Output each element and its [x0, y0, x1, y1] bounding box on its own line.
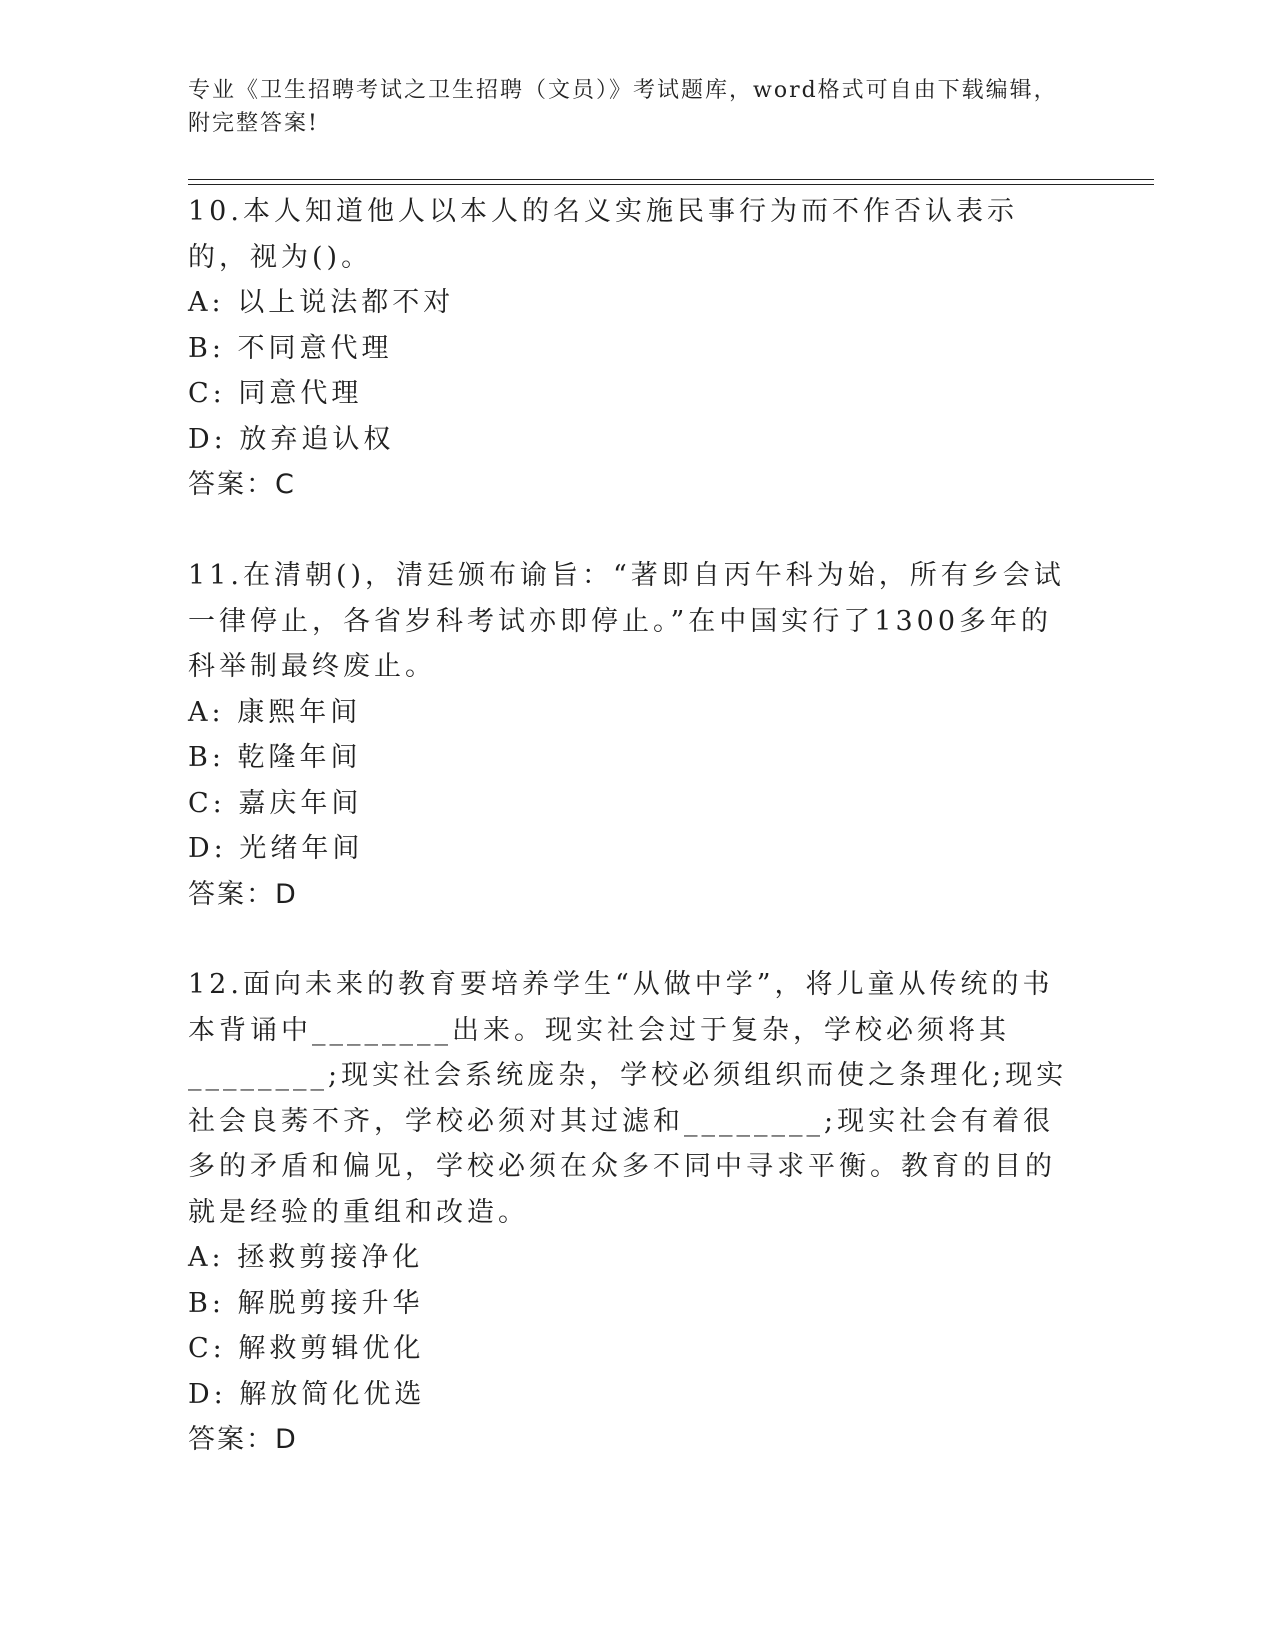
answer-line: 答案：D [188, 878, 298, 910]
option-letter: B: [188, 332, 225, 364]
option-letter: C: [188, 1333, 226, 1364]
option-text: 嘉庆年间 [238, 787, 363, 819]
header-divider-top [188, 179, 1154, 180]
option-letter: A: [188, 1242, 225, 1273]
option-letter: B: [188, 742, 225, 773]
option-text: 光绪年间 [239, 833, 364, 864]
option-text: 同意代理 [238, 378, 363, 409]
option-b [188, 326, 1078, 372]
question-stem: 11.在清朝()，清廷颁布谕旨：“著即自丙午科为始，所有乡会试一律停止，各省岁科考试亦即停止。”在中国实行了1300多年的科举制最终废止。 [188, 560, 1065, 682]
option-text: 放弃追认权 [239, 423, 395, 455]
option-text: 乾隆年间 [237, 742, 362, 773]
option-text: 康熙年间 [237, 696, 362, 728]
option-text: 解脱剪接升华 [237, 1287, 424, 1319]
option-text: 以上说法都不对 [237, 287, 455, 318]
option-letter: A: [188, 696, 225, 728]
option-a [188, 1235, 1078, 1281]
option-text: 解救剪辑优化 [238, 1333, 425, 1364]
option-c [188, 781, 1078, 827]
option-text: 不同意代理 [237, 332, 393, 364]
option-letter: A: [188, 287, 225, 318]
option-letter: D: [188, 423, 227, 455]
option-letter: B: [188, 1287, 225, 1319]
question-stem: 10.本人知道他人以本人的名义实施民事行为而不作否认表示的，视为()。 [188, 196, 1018, 273]
option-text: 解放简化优选 [239, 1378, 426, 1410]
option-text: 拯救剪接净化 [237, 1242, 424, 1273]
option-b [188, 735, 1078, 781]
option-a [188, 690, 1078, 736]
header-divider-bottom [188, 184, 1154, 185]
question-stem: 12.面向未来的教育要培养学生“从做中学”，将儿童从传统的书本背诵中________出来。现实社会过于复杂，学校必须将其________;现实社会系统庞杂，学校必须组织而使之条理化;现实社会良莠不齐，学校必须对其过滤和________;现实社会有着很多的矛盾和偏见，学校必须在众多不同中寻求平衡。教育的目的就是经验的重组和改造。 [188, 969, 1068, 1228]
option-letter: C: [188, 787, 226, 819]
question-12 [188, 962, 1078, 1463]
option-d [188, 417, 1078, 463]
option-a [188, 280, 1078, 326]
option-c [188, 371, 1078, 417]
option-d [188, 826, 1078, 872]
answer-line: 答案：C [188, 469, 296, 500]
option-b [188, 1281, 1078, 1327]
document-header [188, 74, 1078, 140]
option-c [188, 1326, 1078, 1372]
option-letter: C: [188, 378, 226, 409]
question-11 [188, 553, 1078, 917]
option-letter: D: [188, 833, 227, 864]
answer-line: 答案：D [188, 1424, 298, 1455]
header-text: 专业《卫生招聘考试之卫生招聘（文员）》考试题库，word格式可自由下载编辑，附完整答案! [188, 78, 1058, 136]
question-10 [188, 189, 1078, 508]
option-d [188, 1372, 1078, 1418]
option-letter: D: [188, 1378, 227, 1410]
